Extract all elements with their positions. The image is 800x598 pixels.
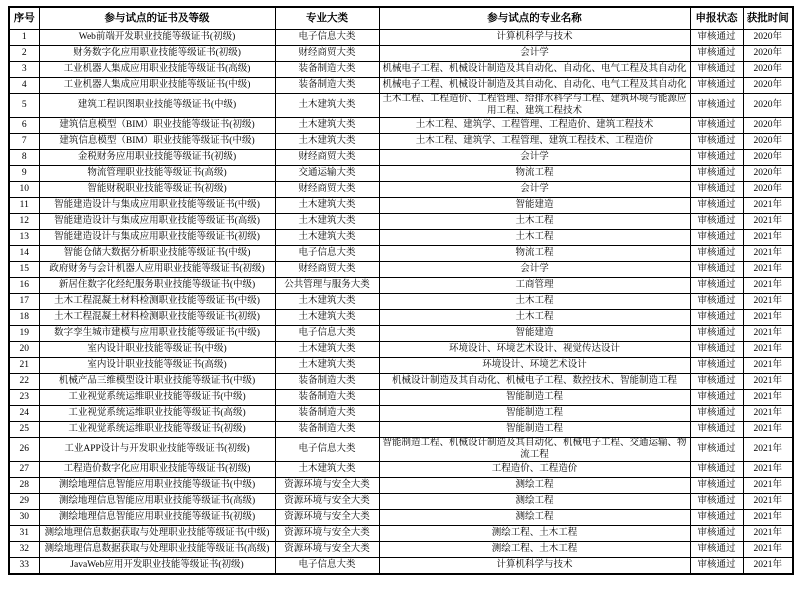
table-row bbox=[9, 166, 793, 182]
cell-majors: 智能制造工程 bbox=[379, 422, 690, 438]
cell-status: 审核通过 bbox=[690, 462, 743, 478]
cell-majors: 会计学 bbox=[379, 182, 690, 198]
cell-majors: 土木工程、建筑学、工程管理、工程造价、建筑工程技术 bbox=[379, 118, 690, 134]
cell-year: 2021年 bbox=[743, 230, 793, 246]
cell-certificate: 工业机器人集成应用职业技能等级证书(高级) bbox=[39, 62, 275, 78]
cell-year: 2021年 bbox=[743, 390, 793, 406]
cell-status: 审核通过 bbox=[690, 526, 743, 542]
cell-certificate: 新居住数字化经纪服务职业技能等级证书(中级) bbox=[39, 278, 275, 294]
cell-certificate: 室内设计职业技能等级证书(高级) bbox=[39, 358, 275, 374]
cell-certificate: 室内设计职业技能等级证书(中级) bbox=[39, 342, 275, 358]
cell-majors: 机械设计制造及其自动化、机械电子工程、数控技术、智能制造工程 bbox=[379, 374, 690, 390]
cell-status: 审核通过 bbox=[690, 230, 743, 246]
cell-status: 审核通过 bbox=[690, 134, 743, 150]
cell-majors: 智能制造工程 bbox=[379, 390, 690, 406]
cell-certificate: 工业视觉系统运维职业技能等级证书(高级) bbox=[39, 406, 275, 422]
cell-certificate: 工程造价数字化应用职业技能等级证书(初级) bbox=[39, 462, 275, 478]
cell-majors: 智能制造工程、机械设计制造及其自动化、机械电子工程、交通运输、物流工程 bbox=[379, 438, 690, 462]
table-row bbox=[9, 542, 793, 558]
cell-category: 交通运输大类 bbox=[275, 166, 379, 182]
cell-serial: 15 bbox=[9, 262, 39, 278]
cell-category: 资源环境与安全大类 bbox=[275, 478, 379, 494]
cell-status: 审核通过 bbox=[690, 294, 743, 310]
cell-serial: 29 bbox=[9, 494, 39, 510]
cell-year: 2021年 bbox=[743, 462, 793, 478]
cell-majors: 土木工程 bbox=[379, 310, 690, 326]
table-row bbox=[9, 494, 793, 510]
cell-year: 2020年 bbox=[743, 30, 793, 46]
cell-status: 审核通过 bbox=[690, 214, 743, 230]
cell-certificate: 物流管理职业技能等级证书(高级) bbox=[39, 166, 275, 182]
cell-category: 电子信息大类 bbox=[275, 30, 379, 46]
cell-year: 2020年 bbox=[743, 46, 793, 62]
cell-category: 土木建筑大类 bbox=[275, 294, 379, 310]
cell-year: 2021年 bbox=[743, 494, 793, 510]
table-row bbox=[9, 294, 793, 310]
cell-majors: 测绘工程、土木工程 bbox=[379, 526, 690, 542]
cell-majors: 工程造价、工程造价 bbox=[379, 462, 690, 478]
cell-category: 财经商贸大类 bbox=[275, 150, 379, 166]
cell-certificate: 金税财务应用职业技能等级证书(初级) bbox=[39, 150, 275, 166]
cell-category: 土木建筑大类 bbox=[275, 342, 379, 358]
cell-serial: 11 bbox=[9, 198, 39, 214]
cell-certificate: 智能仓储大数据分析职业技能等级证书(中级) bbox=[39, 246, 275, 262]
cell-category: 装备制造大类 bbox=[275, 406, 379, 422]
header-category: 专业大类 bbox=[275, 7, 379, 30]
cell-serial: 23 bbox=[9, 390, 39, 406]
cell-status: 审核通过 bbox=[690, 262, 743, 278]
table-body bbox=[9, 30, 793, 575]
cell-serial: 9 bbox=[9, 166, 39, 182]
cell-majors: 智能制造工程 bbox=[379, 406, 690, 422]
cell-majors: 土木工程、工程造价、工程管理、给排水科学与工程、建筑环境与能源应用工程、建筑工程技术 bbox=[379, 94, 690, 118]
cell-certificate: 智能财税职业技能等级证书(初级) bbox=[39, 182, 275, 198]
cell-certificate: 政府财务与会计机器人应用职业技能等级证书(初级) bbox=[39, 262, 275, 278]
table-row bbox=[9, 230, 793, 246]
cell-majors: 环境设计、环境艺术设计 bbox=[379, 358, 690, 374]
table-row bbox=[9, 78, 793, 94]
cell-certificate: 测绘地理信息智能应用职业技能等级证书(初级) bbox=[39, 510, 275, 526]
cell-category: 电子信息大类 bbox=[275, 438, 379, 462]
cell-serial: 27 bbox=[9, 462, 39, 478]
cell-status: 审核通过 bbox=[690, 510, 743, 526]
cell-serial: 22 bbox=[9, 374, 39, 390]
cell-year: 2021年 bbox=[743, 198, 793, 214]
cell-majors: 测绘工程 bbox=[379, 510, 690, 526]
cell-certificate: 智能建造设计与集成应用职业技能等级证书(高级) bbox=[39, 214, 275, 230]
cell-category: 装备制造大类 bbox=[275, 422, 379, 438]
cell-status: 审核通过 bbox=[690, 494, 743, 510]
table-header bbox=[9, 7, 793, 30]
cell-certificate: 工业机器人集成应用职业技能等级证书(中级) bbox=[39, 78, 275, 94]
cell-category: 土木建筑大类 bbox=[275, 214, 379, 230]
cell-status: 审核通过 bbox=[690, 310, 743, 326]
cell-category: 公共管理与服务大类 bbox=[275, 278, 379, 294]
cell-serial: 19 bbox=[9, 326, 39, 342]
table-row bbox=[9, 374, 793, 390]
table-row bbox=[9, 214, 793, 230]
cell-year: 2020年 bbox=[743, 78, 793, 94]
cell-certificate: 测绘地理信息数据获取与处理职业技能等级证书(中级) bbox=[39, 526, 275, 542]
cell-status: 审核通过 bbox=[690, 542, 743, 558]
cell-category: 土木建筑大类 bbox=[275, 310, 379, 326]
cell-certificate: 工业视觉系统运维职业技能等级证书(中级) bbox=[39, 390, 275, 406]
cell-year: 2020年 bbox=[743, 118, 793, 134]
cell-certificate: 工业视觉系统运维职业技能等级证书(初级) bbox=[39, 422, 275, 438]
cell-majors: 会计学 bbox=[379, 46, 690, 62]
cell-status: 审核通过 bbox=[690, 198, 743, 214]
table-row bbox=[9, 278, 793, 294]
table-row bbox=[9, 390, 793, 406]
cell-serial: 12 bbox=[9, 214, 39, 230]
cell-category: 电子信息大类 bbox=[275, 326, 379, 342]
cell-majors: 智能建造 bbox=[379, 198, 690, 214]
cell-majors: 土木工程 bbox=[379, 214, 690, 230]
cell-status: 审核通过 bbox=[690, 406, 743, 422]
cell-category: 电子信息大类 bbox=[275, 246, 379, 262]
cell-serial: 17 bbox=[9, 294, 39, 310]
table-row bbox=[9, 118, 793, 134]
cell-year: 2021年 bbox=[743, 358, 793, 374]
cell-majors: 土木工程 bbox=[379, 294, 690, 310]
cell-category: 资源环境与安全大类 bbox=[275, 510, 379, 526]
cell-category: 财经商贸大类 bbox=[275, 262, 379, 278]
cell-year: 2021年 bbox=[743, 542, 793, 558]
cell-category: 土木建筑大类 bbox=[275, 358, 379, 374]
cell-category: 装备制造大类 bbox=[275, 374, 379, 390]
cell-certificate: 智能建造设计与集成应用职业技能等级证书(初级) bbox=[39, 230, 275, 246]
cell-serial: 31 bbox=[9, 526, 39, 542]
cell-status: 审核通过 bbox=[690, 166, 743, 182]
cell-certificate: 机械产品三维模型设计职业技能等级证书(中级) bbox=[39, 374, 275, 390]
cell-year: 2020年 bbox=[743, 94, 793, 118]
cell-certificate: 测绘地理信息智能应用职业技能等级证书(高级) bbox=[39, 494, 275, 510]
table-row bbox=[9, 198, 793, 214]
cell-category: 土木建筑大类 bbox=[275, 198, 379, 214]
cell-serial: 28 bbox=[9, 478, 39, 494]
cell-year: 2020年 bbox=[743, 62, 793, 78]
pilot-certificates-table bbox=[8, 6, 794, 575]
cell-year: 2021年 bbox=[743, 214, 793, 230]
cell-category: 装备制造大类 bbox=[275, 390, 379, 406]
cell-year: 2021年 bbox=[743, 342, 793, 358]
cell-majors: 会计学 bbox=[379, 262, 690, 278]
cell-serial: 26 bbox=[9, 438, 39, 462]
cell-year: 2021年 bbox=[743, 326, 793, 342]
table-row bbox=[9, 478, 793, 494]
table-row bbox=[9, 62, 793, 78]
cell-majors: 物流工程 bbox=[379, 166, 690, 182]
cell-serial: 21 bbox=[9, 358, 39, 374]
cell-status: 审核通过 bbox=[690, 558, 743, 575]
cell-certificate: Web前端开发职业技能等级证书(初级) bbox=[39, 30, 275, 46]
cell-majors: 机械电子工程、机械设计制造及其自动化、自动化、电气工程及其自动化 bbox=[379, 78, 690, 94]
cell-category: 土木建筑大类 bbox=[275, 462, 379, 478]
cell-year: 2021年 bbox=[743, 422, 793, 438]
table-row bbox=[9, 510, 793, 526]
cell-serial: 16 bbox=[9, 278, 39, 294]
table-row bbox=[9, 358, 793, 374]
cell-majors: 会计学 bbox=[379, 150, 690, 166]
cell-category: 资源环境与安全大类 bbox=[275, 542, 379, 558]
table-row bbox=[9, 150, 793, 166]
header-certificate: 参与试点的证书及等级 bbox=[39, 7, 275, 30]
cell-year: 2021年 bbox=[743, 438, 793, 462]
header-status: 申报状态 bbox=[690, 7, 743, 30]
cell-serial: 32 bbox=[9, 542, 39, 558]
table-row bbox=[9, 30, 793, 46]
cell-status: 审核通过 bbox=[690, 30, 743, 46]
cell-majors: 计算机科学与技术 bbox=[379, 558, 690, 575]
cell-category: 资源环境与安全大类 bbox=[275, 494, 379, 510]
cell-status: 审核通过 bbox=[690, 326, 743, 342]
table-row bbox=[9, 94, 793, 118]
table-row bbox=[9, 246, 793, 262]
cell-serial: 18 bbox=[9, 310, 39, 326]
cell-category: 财经商贸大类 bbox=[275, 46, 379, 62]
cell-status: 审核通过 bbox=[690, 182, 743, 198]
cell-serial: 6 bbox=[9, 118, 39, 134]
cell-serial: 25 bbox=[9, 422, 39, 438]
cell-category: 装备制造大类 bbox=[275, 78, 379, 94]
cell-certificate: 建筑信息模型（BIM）职业技能等级证书(中级) bbox=[39, 134, 275, 150]
cell-category: 土木建筑大类 bbox=[275, 230, 379, 246]
table-row bbox=[9, 326, 793, 342]
cell-serial: 10 bbox=[9, 182, 39, 198]
cell-majors: 机械电子工程、机械设计制造及其自动化、自动化、电气工程及其自动化 bbox=[379, 62, 690, 78]
cell-year: 2021年 bbox=[743, 310, 793, 326]
cell-year: 2021年 bbox=[743, 278, 793, 294]
cell-majors: 智能建造 bbox=[379, 326, 690, 342]
cell-certificate: 土木工程混凝土材料检测职业技能等级证书(中级) bbox=[39, 294, 275, 310]
cell-status: 审核通过 bbox=[690, 118, 743, 134]
cell-certificate: 建筑工程识图职业技能等级证书(中级) bbox=[39, 94, 275, 118]
cell-serial: 3 bbox=[9, 62, 39, 78]
cell-majors: 计算机科学与技术 bbox=[379, 30, 690, 46]
table-row bbox=[9, 310, 793, 326]
cell-status: 审核通过 bbox=[690, 390, 743, 406]
cell-status: 审核通过 bbox=[690, 150, 743, 166]
cell-year: 2021年 bbox=[743, 374, 793, 390]
cell-serial: 33 bbox=[9, 558, 39, 575]
header-year: 获批时间 bbox=[743, 7, 793, 30]
cell-certificate: 测绘地理信息数据获取与处理职业技能等级证书(高级) bbox=[39, 542, 275, 558]
cell-majors: 测绘工程 bbox=[379, 494, 690, 510]
cell-year: 2021年 bbox=[743, 526, 793, 542]
table-row bbox=[9, 46, 793, 62]
cell-status: 审核通过 bbox=[690, 358, 743, 374]
cell-year: 2021年 bbox=[743, 262, 793, 278]
cell-status: 审核通过 bbox=[690, 62, 743, 78]
cell-certificate: 财务数字化应用职业技能等级证书(初级) bbox=[39, 46, 275, 62]
cell-year: 2021年 bbox=[743, 510, 793, 526]
cell-status: 审核通过 bbox=[690, 422, 743, 438]
cell-category: 装备制造大类 bbox=[275, 62, 379, 78]
cell-year: 2021年 bbox=[743, 558, 793, 575]
cell-category: 土木建筑大类 bbox=[275, 94, 379, 118]
cell-category: 资源环境与安全大类 bbox=[275, 526, 379, 542]
cell-certificate: 测绘地理信息智能应用职业技能等级证书(中级) bbox=[39, 478, 275, 494]
table-row bbox=[9, 558, 793, 575]
cell-serial: 1 bbox=[9, 30, 39, 46]
cell-year: 2021年 bbox=[743, 246, 793, 262]
cell-status: 审核通过 bbox=[690, 78, 743, 94]
header-serial: 序号 bbox=[9, 7, 39, 30]
cell-year: 2020年 bbox=[743, 182, 793, 198]
cell-serial: 20 bbox=[9, 342, 39, 358]
cell-serial: 5 bbox=[9, 94, 39, 118]
cell-majors: 工商管理 bbox=[379, 278, 690, 294]
cell-serial: 13 bbox=[9, 230, 39, 246]
cell-year: 2021年 bbox=[743, 294, 793, 310]
cell-majors: 测绘工程 bbox=[379, 478, 690, 494]
cell-certificate: 数字孪生城市建模与应用职业技能等级证书(中级) bbox=[39, 326, 275, 342]
cell-serial: 14 bbox=[9, 246, 39, 262]
cell-status: 审核通过 bbox=[690, 46, 743, 62]
cell-serial: 8 bbox=[9, 150, 39, 166]
cell-year: 2020年 bbox=[743, 166, 793, 182]
table-row bbox=[9, 462, 793, 478]
table-row bbox=[9, 422, 793, 438]
cell-certificate: 土木工程混凝土材料检测职业技能等级证书(初级) bbox=[39, 310, 275, 326]
table-row bbox=[9, 134, 793, 150]
cell-majors: 土木工程 bbox=[379, 230, 690, 246]
header-majors: 参与试点的专业名称 bbox=[379, 7, 690, 30]
cell-status: 审核通过 bbox=[690, 246, 743, 262]
cell-year: 2021年 bbox=[743, 406, 793, 422]
cell-status: 审核通过 bbox=[690, 342, 743, 358]
cell-majors: 环境设计、环境艺术设计、视觉传达设计 bbox=[379, 342, 690, 358]
document-page bbox=[0, 6, 800, 598]
cell-year: 2020年 bbox=[743, 150, 793, 166]
cell-certificate: JavaWeb应用开发职业技能等级证书(初级) bbox=[39, 558, 275, 575]
cell-serial: 30 bbox=[9, 510, 39, 526]
table-row bbox=[9, 438, 793, 462]
cell-category: 土木建筑大类 bbox=[275, 134, 379, 150]
cell-serial: 4 bbox=[9, 78, 39, 94]
cell-category: 土木建筑大类 bbox=[275, 118, 379, 134]
table-row bbox=[9, 262, 793, 278]
table-row bbox=[9, 342, 793, 358]
cell-status: 审核通过 bbox=[690, 438, 743, 462]
cell-majors: 土木工程、建筑学、工程管理、建筑工程技术、工程造价 bbox=[379, 134, 690, 150]
cell-serial: 24 bbox=[9, 406, 39, 422]
cell-status: 审核通过 bbox=[690, 374, 743, 390]
cell-status: 审核通过 bbox=[690, 94, 743, 118]
cell-majors: 物流工程 bbox=[379, 246, 690, 262]
table-row bbox=[9, 182, 793, 198]
cell-majors: 测绘工程、土木工程 bbox=[379, 542, 690, 558]
table-row bbox=[9, 406, 793, 422]
cell-year: 2021年 bbox=[743, 478, 793, 494]
cell-certificate: 建筑信息模型（BIM）职业技能等级证书(初级) bbox=[39, 118, 275, 134]
cell-certificate: 智能建造设计与集成应用职业技能等级证书(中级) bbox=[39, 198, 275, 214]
cell-status: 审核通过 bbox=[690, 478, 743, 494]
cell-category: 财经商贸大类 bbox=[275, 182, 379, 198]
header-row bbox=[9, 7, 793, 30]
cell-serial: 2 bbox=[9, 46, 39, 62]
cell-status: 审核通过 bbox=[690, 278, 743, 294]
cell-year: 2020年 bbox=[743, 134, 793, 150]
cell-serial: 7 bbox=[9, 134, 39, 150]
table-row bbox=[9, 526, 793, 542]
cell-category: 电子信息大类 bbox=[275, 558, 379, 575]
cell-certificate: 工业APP设计与开发职业技能等级证书(初级) bbox=[39, 438, 275, 462]
